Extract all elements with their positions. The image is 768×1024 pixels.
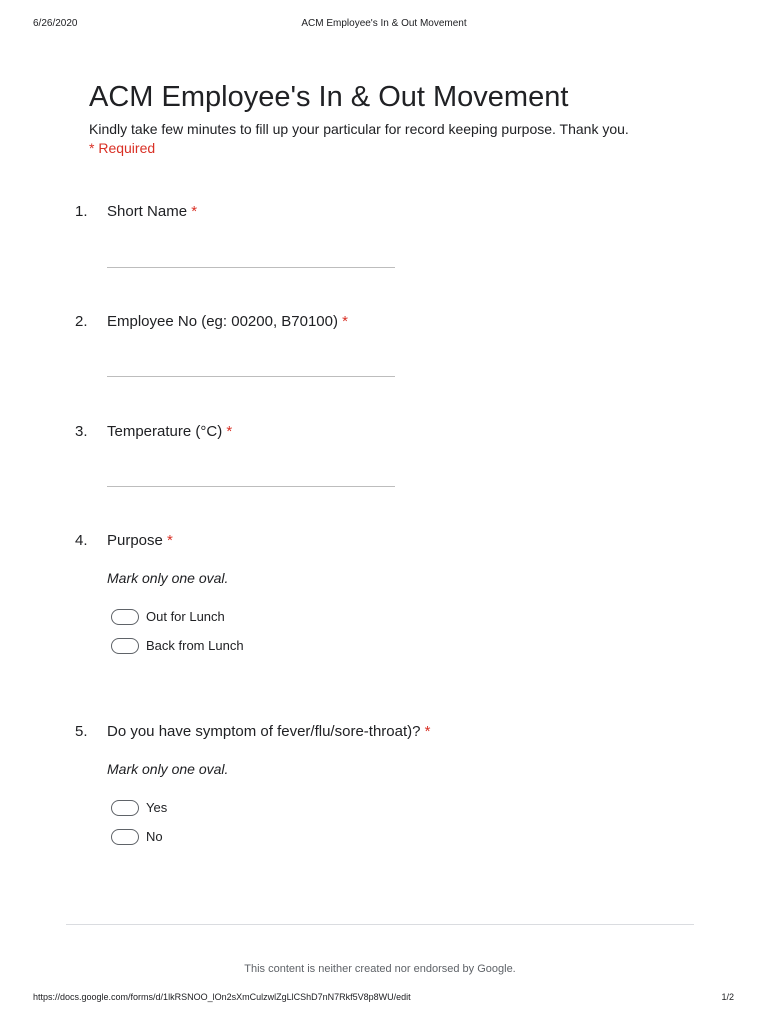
required-note: * Required	[89, 140, 156, 156]
required-asterisk: *	[191, 203, 198, 220]
option-label: No	[146, 829, 163, 844]
option-label: Yes	[146, 800, 168, 815]
required-asterisk: *	[424, 723, 431, 740]
question-hint: Mark only one oval.	[107, 761, 229, 777]
question-title	[107, 531, 173, 551]
form-description: Kindly take few minutes to fill up your particular for record keeping purpose. Thank you.	[89, 121, 629, 137]
print-url: https://docs.google.com/forms/d/1lkRSNOO_lOn2sXmCulzwlZgLlCShD7nN7Rkf5V8p8WU/edit	[33, 992, 411, 1002]
required-asterisk: *	[226, 423, 233, 440]
question-number: 2.	[75, 313, 88, 330]
radio-oval[interactable]	[111, 829, 139, 845]
radio-oval[interactable]	[111, 638, 139, 654]
question-title-text: Employee No (eg: 00200, B70100)	[107, 313, 338, 330]
question-title	[107, 312, 348, 332]
print-document-title: ACM Employee's In & Out Movement	[301, 18, 467, 29]
required-asterisk: *	[342, 313, 348, 330]
question-title-text: Temperature (°C)	[107, 423, 223, 440]
question-number: 1.	[75, 203, 88, 220]
short-name-input[interactable]	[107, 267, 395, 268]
print-header	[0, 18, 768, 32]
print-footer	[0, 992, 768, 1006]
question-title-text: Short Name	[107, 203, 188, 220]
option-label: Back from Lunch	[146, 638, 244, 653]
question-number: 3.	[75, 423, 88, 440]
temperature-input[interactable]	[107, 486, 395, 487]
form-title: ACM Employee's In & Out Movement	[89, 81, 569, 113]
question-title	[107, 722, 431, 742]
google-disclaimer: This content is neither created nor endorsed by Google.	[244, 963, 516, 975]
question-number: 4.	[75, 532, 88, 549]
radio-oval[interactable]	[111, 800, 139, 816]
required-asterisk: *	[167, 532, 173, 549]
question-title	[107, 422, 232, 442]
option-label: Out for Lunch	[146, 609, 225, 624]
radio-oval[interactable]	[111, 609, 139, 625]
question-title-text: Purpose	[107, 532, 163, 549]
employee-no-input[interactable]	[107, 376, 395, 377]
footer-divider	[66, 924, 694, 925]
question-title-text: Do you have symptom of fever/flu/sore-throat)?	[107, 723, 421, 740]
page-number: 1/2	[721, 992, 734, 1002]
print-date: 6/26/2020	[33, 18, 78, 29]
question-hint: Mark only one oval.	[107, 570, 229, 586]
question-number: 5.	[75, 723, 88, 740]
question-title	[107, 202, 197, 222]
